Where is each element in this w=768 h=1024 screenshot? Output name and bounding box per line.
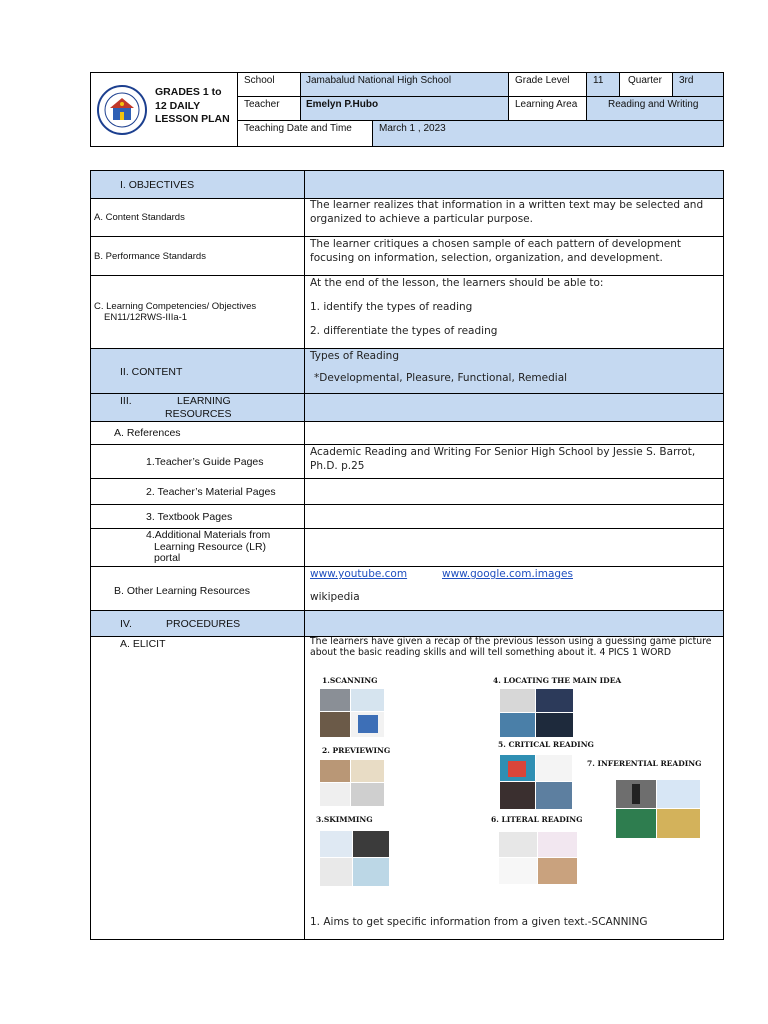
pic-label-skimming: 3.SKIMMING — [316, 815, 373, 824]
google-images-link[interactable]: www.google.com.images — [442, 568, 573, 580]
wikipedia-text: wikipedia — [310, 591, 360, 603]
grade-level-value: 11 — [593, 75, 604, 86]
objectives-heading: I. OBJECTIVES — [120, 179, 195, 191]
scanning-picture — [320, 689, 384, 737]
learning-area-value: Reading and Writing — [608, 99, 699, 110]
elicit-text: The learners have given a recap of the previous lesson using a guessing game picture about the basic reading skills and will tell something about it. 4 PICS 1 WORD — [310, 636, 712, 658]
performance-standards-text: The learner critiques a chosen sample of each pattern of development focusing on information, selection, organization, and development. — [310, 238, 682, 265]
quarter-label: Quarter — [628, 75, 662, 86]
teacher-value: Emelyn P.Hubo — [306, 99, 379, 110]
skimming-picture — [320, 831, 389, 886]
competencies-label: C. Learning Competencies/ Objectives EN11/12RWS-IIIa-1 — [94, 301, 257, 324]
pic-label-scanning: 1.SCANNING — [322, 676, 378, 685]
quarter-value: 3rd — [679, 75, 694, 86]
content-topic: Types of Reading — [310, 350, 400, 362]
learning-resources-number: III. — [120, 395, 132, 407]
content-types: *Developmental, Pleasure, Functional, Remedial — [314, 372, 568, 384]
youtube-link[interactable]: www.youtube.com — [310, 568, 408, 580]
references-label: A. References — [114, 427, 181, 439]
competency-item-1: 1. identify the types of reading — [310, 301, 473, 313]
textbook-label: 3. Textbook Pages — [146, 511, 233, 523]
competency-item-2: 2. differentiate the types of reading — [310, 325, 498, 337]
pic-label-inferential-reading: 7. INFERENTIAL READING — [587, 759, 702, 768]
procedures-number: IV. — [120, 618, 132, 630]
learning-area-label: Learning Area — [515, 99, 578, 110]
elicit-answer: 1. Aims to get specific information from a given text.-SCANNING — [310, 916, 648, 928]
lesson-plan-title: GRADES 1 to 12 DAILY LESSON PLAN — [155, 86, 230, 126]
teachers-guide-label: 1.Teacher’s Guide Pages — [146, 456, 264, 468]
grade-level-label: Grade Level — [515, 75, 570, 86]
literal-reading-picture — [499, 832, 577, 884]
pic-label-main-idea: 4. LOCATING THE MAIN IDEA — [493, 676, 622, 685]
teacher-label: Teacher — [244, 99, 280, 110]
other-resources-label: B. Other Learning Resources — [114, 585, 250, 597]
main-idea-picture — [500, 689, 573, 737]
content-standards-text: The learner realizes that information in a written text may be selected and organized to achieve a particular purpose. — [310, 199, 704, 226]
additional-materials-label: 4.Additional Materials from Learning Resource (LR) portal — [146, 529, 271, 565]
performance-standards-label: B. Performance Standards — [94, 251, 206, 262]
pic-label-previewing: 2. PREVIEWING — [322, 746, 391, 755]
previewing-picture — [320, 760, 384, 806]
teaching-date-label: Teaching Date and Time — [244, 123, 352, 134]
pic-label-critical-reading: 5. CRITICAL READING — [498, 740, 594, 749]
pic-label-literal-reading: 6. LITERAL READING — [491, 815, 583, 824]
inferential-reading-picture — [616, 780, 700, 838]
teachers-material-label: 2. Teacher’s Material Pages — [146, 486, 276, 498]
deped-seal-logo — [96, 84, 148, 136]
school-value: Jamabalud National High School — [306, 75, 452, 86]
content-standards-label: A. Content Standards — [94, 212, 185, 223]
learning-resources-heading: LEARNING RESOURCES — [165, 395, 232, 421]
competencies-intro: At the end of the lesson, the learners should be able to: — [310, 277, 604, 289]
teachers-guide-text: Academic Reading and Writing For Senior High School by Jessie S. Barrot, Ph.D. p.25 — [310, 446, 696, 473]
school-label: School — [244, 75, 275, 86]
critical-reading-picture — [500, 755, 572, 809]
procedures-heading: PROCEDURES — [166, 618, 241, 630]
teaching-date-value: March 1 , 2023 — [379, 123, 446, 134]
content-heading: II. CONTENT — [120, 366, 183, 378]
elicit-label: A. ELICIT — [120, 638, 166, 650]
